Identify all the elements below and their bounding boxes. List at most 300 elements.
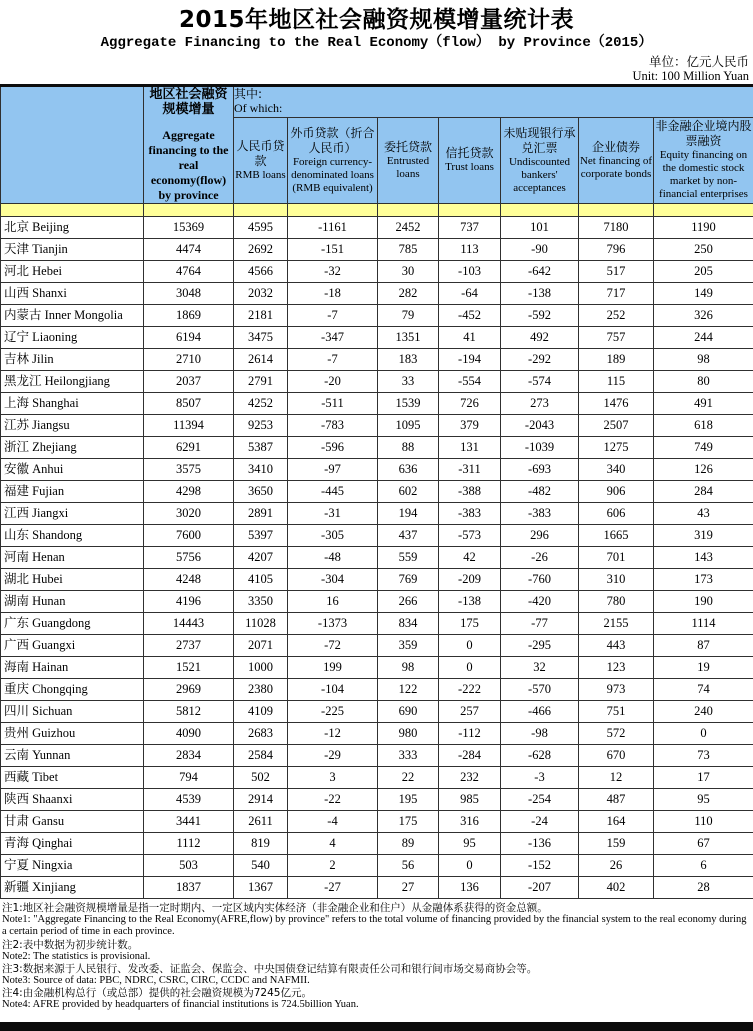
header-entrusted-loans	[378, 117, 439, 203]
value-cell: 16	[288, 591, 378, 613]
value-cell: 110	[654, 811, 753, 833]
footnote-line: Note1: "Aggregate Financing to the Real Economy(AFRE,flow) by province" refers to the total volume of financing provided by the financial system to the real economy during a certain period of time in each province.	[2, 914, 750, 938]
value-cell: 122	[378, 679, 439, 701]
value-cell: 0	[439, 855, 501, 877]
value-cell: 30	[378, 261, 439, 283]
value-cell: 257	[439, 701, 501, 723]
value-cell: 7180	[579, 217, 654, 239]
province-cell	[1, 239, 144, 261]
value-cell: 175	[378, 811, 439, 833]
province-name-en: Shanghai	[32, 396, 79, 410]
value-cell: -292	[501, 349, 579, 371]
stripe-cell	[579, 204, 654, 217]
value-cell: -347	[288, 327, 378, 349]
table-row	[1, 635, 753, 657]
province-cell	[1, 349, 144, 371]
province-name-zh: 湖北	[4, 571, 29, 586]
value-cell: 244	[654, 327, 753, 349]
stripe-cell	[654, 204, 753, 217]
value-cell: -103	[439, 261, 501, 283]
value-cell: -27	[288, 877, 378, 899]
value-cell: -305	[288, 525, 378, 547]
province-name-zh: 上海	[4, 395, 29, 410]
value-cell: 115	[579, 371, 654, 393]
value-cell: 6291	[144, 437, 234, 459]
separator-stripe	[1, 204, 753, 217]
value-cell: 88	[378, 437, 439, 459]
stripe-cell	[378, 204, 439, 217]
province-name-en: Hainan	[32, 660, 68, 674]
value-cell: 1521	[144, 657, 234, 679]
value-cell: 27	[378, 877, 439, 899]
province-name-en: Shandong	[32, 528, 82, 542]
value-cell: 5756	[144, 547, 234, 569]
value-cell: -31	[288, 503, 378, 525]
table-row	[1, 701, 753, 723]
province-name-en: Zhejiang	[32, 440, 76, 454]
province-name-en: Hebei	[32, 264, 62, 278]
value-cell: 3475	[234, 327, 288, 349]
province-name-zh: 河北	[4, 263, 29, 278]
province-name-en: Jiangsu	[32, 418, 70, 432]
header-trust-loans-en: Trust loans	[439, 161, 500, 174]
value-cell: -4	[288, 811, 378, 833]
table-row	[1, 459, 753, 481]
value-cell: 5397	[234, 525, 288, 547]
table-row	[1, 349, 753, 371]
value-cell: 9253	[234, 415, 288, 437]
province-cell	[1, 811, 144, 833]
value-cell: 173	[654, 569, 753, 591]
value-cell: -596	[288, 437, 378, 459]
unit-label-zh: 单位：亿元人民币	[0, 55, 749, 69]
stripe-cell	[144, 204, 234, 217]
value-cell: 3	[288, 767, 378, 789]
value-cell: 4566	[234, 261, 288, 283]
value-cell: -72	[288, 635, 378, 657]
province-name-en: Inner Mongolia	[45, 308, 123, 322]
province-name-en: Guizhou	[32, 726, 75, 740]
table-row	[1, 305, 753, 327]
value-cell: 2611	[234, 811, 288, 833]
value-cell: 1190	[654, 217, 753, 239]
province-name-en: Tianjin	[32, 242, 68, 256]
province-name-zh: 吉林	[4, 351, 29, 366]
value-cell: 43	[654, 503, 753, 525]
value-cell: 87	[654, 635, 753, 657]
value-cell: 492	[501, 327, 579, 349]
value-cell: 3020	[144, 503, 234, 525]
value-cell: -151	[288, 239, 378, 261]
value-cell: 333	[378, 745, 439, 767]
value-cell: 143	[654, 547, 753, 569]
province-name-zh: 新疆	[4, 879, 29, 894]
value-cell: 2737	[144, 635, 234, 657]
table-row	[1, 591, 753, 613]
value-cell: -642	[501, 261, 579, 283]
province-name-zh: 浙江	[4, 439, 29, 454]
value-cell: 2032	[234, 283, 288, 305]
unit-label	[0, 55, 753, 83]
value-cell: 1000	[234, 657, 288, 679]
province-name-zh: 贵州	[4, 725, 29, 740]
value-cell: 2507	[579, 415, 654, 437]
value-cell: -304	[288, 569, 378, 591]
value-cell: 240	[654, 701, 753, 723]
value-cell: 796	[579, 239, 654, 261]
province-cell	[1, 371, 144, 393]
header-trust-loans-zh: 信托贷款	[439, 146, 500, 161]
province-cell	[1, 305, 144, 327]
value-cell: 79	[378, 305, 439, 327]
value-cell: 1665	[579, 525, 654, 547]
value-cell: 1476	[579, 393, 654, 415]
value-cell: -18	[288, 283, 378, 305]
value-cell: 126	[654, 459, 753, 481]
province-name-zh: 江苏	[4, 417, 29, 432]
footnote-line: 注4:由金融机构总行（或总部）提供的社会融资规模为7245亿元。	[2, 987, 750, 999]
value-cell: 131	[439, 437, 501, 459]
value-cell: 2155	[579, 613, 654, 635]
value-cell: 98	[654, 349, 753, 371]
footnote-line: Note4: AFRE provided by headquarters of financial institutions is 724.5billion Yuan.	[2, 999, 750, 1011]
province-name-en: Chongqing	[32, 682, 88, 696]
value-cell: 2380	[234, 679, 288, 701]
page-title: 2015年地区社会融资规模增量统计表	[0, 7, 753, 33]
value-cell: 1275	[579, 437, 654, 459]
province-cell	[1, 679, 144, 701]
header-undiscounted-acceptances-en: Undiscounted bankers' acceptances	[501, 156, 578, 195]
value-cell: 266	[378, 591, 439, 613]
value-cell: 491	[654, 393, 753, 415]
value-cell: 4196	[144, 591, 234, 613]
value-cell: -77	[501, 613, 579, 635]
table-row	[1, 767, 753, 789]
value-cell: 296	[501, 525, 579, 547]
value-cell: 4090	[144, 723, 234, 745]
province-cell	[1, 833, 144, 855]
value-cell: -207	[501, 877, 579, 899]
value-cell: 1837	[144, 877, 234, 899]
value-cell: 4	[288, 833, 378, 855]
value-cell: 4207	[234, 547, 288, 569]
value-cell: 701	[579, 547, 654, 569]
province-cell	[1, 855, 144, 877]
province-name-en: Heilongjiang	[45, 374, 110, 388]
header-of-which-en: Of which:	[234, 101, 753, 115]
value-cell: -194	[439, 349, 501, 371]
province-name-en: Yunnan	[32, 748, 70, 762]
value-cell: 12	[579, 767, 654, 789]
value-cell: 437	[378, 525, 439, 547]
value-cell: 4764	[144, 261, 234, 283]
value-cell: 74	[654, 679, 753, 701]
value-cell: 0	[439, 635, 501, 657]
value-cell: -64	[439, 283, 501, 305]
province-name-zh: 海南	[4, 659, 29, 674]
table-row	[1, 217, 753, 239]
province-name-zh: 内蒙古	[4, 307, 42, 322]
value-cell: 749	[654, 437, 753, 459]
value-cell: 89	[378, 833, 439, 855]
value-cell: 33	[378, 371, 439, 393]
value-cell: 3441	[144, 811, 234, 833]
value-cell: 973	[579, 679, 654, 701]
province-cell	[1, 437, 144, 459]
value-cell: 159	[579, 833, 654, 855]
value-cell: 3575	[144, 459, 234, 481]
value-cell: 1367	[234, 877, 288, 899]
province-cell	[1, 789, 144, 811]
footnotes	[0, 899, 753, 1012]
province-cell	[1, 767, 144, 789]
value-cell: -482	[501, 481, 579, 503]
table-row	[1, 547, 753, 569]
value-cell: 232	[439, 767, 501, 789]
province-name-zh: 河南	[4, 549, 29, 564]
province-name-zh: 广西	[4, 637, 29, 652]
value-cell: 517	[579, 261, 654, 283]
table-row	[1, 723, 753, 745]
value-cell: 2181	[234, 305, 288, 327]
afre-table	[0, 84, 753, 899]
value-cell: 4595	[234, 217, 288, 239]
province-name-en: Hunan	[32, 594, 65, 608]
bottom-bar	[0, 1022, 753, 1031]
footnote-line: Note3: Source of data: PBC, NDRC, CSRC, CIRC, CCDC and NAFMII.	[2, 975, 750, 987]
value-cell: -98	[501, 723, 579, 745]
header-corporate-bonds	[579, 117, 654, 203]
value-cell: -1039	[501, 437, 579, 459]
province-name-zh: 青海	[4, 835, 29, 850]
value-cell: 4298	[144, 481, 234, 503]
province-name-en: Sichuan	[32, 704, 72, 718]
value-cell: 2683	[234, 723, 288, 745]
value-cell: 636	[378, 459, 439, 481]
value-cell: 73	[654, 745, 753, 767]
value-cell: 41	[439, 327, 501, 349]
value-cell: 1112	[144, 833, 234, 855]
value-cell: 4109	[234, 701, 288, 723]
value-cell: 326	[654, 305, 753, 327]
province-name-zh: 宁夏	[4, 857, 29, 872]
stripe-cell	[1, 204, 144, 217]
value-cell: -26	[501, 547, 579, 569]
province-cell	[1, 415, 144, 437]
header-undiscounted-acceptances	[501, 117, 579, 203]
value-cell: 794	[144, 767, 234, 789]
value-cell: 4248	[144, 569, 234, 591]
value-cell: 540	[234, 855, 288, 877]
value-cell: 572	[579, 723, 654, 745]
value-cell: 0	[654, 723, 753, 745]
value-cell: 618	[654, 415, 753, 437]
value-cell: -7	[288, 349, 378, 371]
table-row	[1, 833, 753, 855]
province-name-zh: 江西	[4, 505, 29, 520]
value-cell: 2710	[144, 349, 234, 371]
value-cell: 310	[579, 569, 654, 591]
value-cell: 487	[579, 789, 654, 811]
value-cell: -760	[501, 569, 579, 591]
value-cell: 726	[439, 393, 501, 415]
value-cell: 7600	[144, 525, 234, 547]
province-name-en: Xinjiang	[32, 880, 76, 894]
header-trust-loans	[439, 117, 501, 203]
value-cell: 189	[579, 349, 654, 371]
value-cell: -152	[501, 855, 579, 877]
province-name-zh: 北京	[4, 219, 29, 234]
value-cell: -574	[501, 371, 579, 393]
value-cell: 1114	[654, 613, 753, 635]
value-cell: 175	[439, 613, 501, 635]
province-name-zh: 湖南	[4, 593, 29, 608]
province-name-en: Gansu	[32, 814, 64, 828]
province-cell	[1, 613, 144, 635]
header-equity-financing-zh: 非金融企业境内股票融资	[654, 119, 753, 149]
header-of-which-zh: 其中:	[234, 87, 753, 101]
header-province-blank	[1, 85, 144, 203]
value-cell: 1539	[378, 393, 439, 415]
header-equity-financing-en: Equity financing on the domestic stock market by non-financial enterprises	[654, 149, 753, 201]
value-cell: -570	[501, 679, 579, 701]
value-cell: -22	[288, 789, 378, 811]
value-cell: 379	[439, 415, 501, 437]
province-name-en: Beijing	[32, 220, 69, 234]
province-cell	[1, 525, 144, 547]
province-cell	[1, 635, 144, 657]
table-row	[1, 569, 753, 591]
value-cell: 252	[579, 305, 654, 327]
value-cell: 3350	[234, 591, 288, 613]
province-cell	[1, 393, 144, 415]
value-cell: 502	[234, 767, 288, 789]
province-name-zh: 甘肃	[4, 813, 29, 828]
value-cell: -554	[439, 371, 501, 393]
value-cell: 316	[439, 811, 501, 833]
value-cell: -1373	[288, 613, 378, 635]
value-cell: 98	[378, 657, 439, 679]
value-cell: 980	[378, 723, 439, 745]
province-name-en: Fujian	[32, 484, 64, 498]
province-name-zh: 山东	[4, 527, 29, 542]
province-name-zh: 陕西	[4, 791, 29, 806]
value-cell: 95	[439, 833, 501, 855]
value-cell: 602	[378, 481, 439, 503]
province-name-zh: 天津	[4, 241, 29, 256]
value-cell: 14443	[144, 613, 234, 635]
value-cell: 359	[378, 635, 439, 657]
value-cell: 670	[579, 745, 654, 767]
value-cell: -32	[288, 261, 378, 283]
footnote-line: 注2:表中数据为初步统计数。	[2, 939, 750, 951]
value-cell: 284	[654, 481, 753, 503]
value-cell: 2891	[234, 503, 288, 525]
value-cell: -445	[288, 481, 378, 503]
value-cell: -222	[439, 679, 501, 701]
header-of-which	[234, 85, 753, 117]
value-cell: -112	[439, 723, 501, 745]
value-cell: 26	[579, 855, 654, 877]
province-name-zh: 四川	[4, 703, 29, 718]
value-cell: 4539	[144, 789, 234, 811]
value-cell: -388	[439, 481, 501, 503]
value-cell: 4474	[144, 239, 234, 261]
value-cell: 67	[654, 833, 753, 855]
header-aggregate-zh: 地区社会融资规模增量	[144, 87, 233, 118]
value-cell: -592	[501, 305, 579, 327]
value-cell: 2614	[234, 349, 288, 371]
value-cell: -136	[501, 833, 579, 855]
table-row	[1, 239, 753, 261]
value-cell: 3048	[144, 283, 234, 305]
value-cell: 28	[654, 877, 753, 899]
value-cell: 199	[288, 657, 378, 679]
province-name-zh: 重庆	[4, 681, 29, 696]
header-equity-financing	[654, 117, 753, 203]
province-cell	[1, 723, 144, 745]
value-cell: 757	[579, 327, 654, 349]
value-cell: 906	[579, 481, 654, 503]
province-name-en: Guangxi	[32, 638, 75, 652]
value-cell: 819	[234, 833, 288, 855]
province-name-zh: 云南	[4, 747, 29, 762]
table-row	[1, 283, 753, 305]
value-cell: 190	[654, 591, 753, 613]
value-cell: -209	[439, 569, 501, 591]
table-row	[1, 613, 753, 635]
value-cell: 503	[144, 855, 234, 877]
value-cell: -420	[501, 591, 579, 613]
value-cell: -24	[501, 811, 579, 833]
province-name-en: Liaoning	[32, 330, 77, 344]
stripe-cell	[288, 204, 378, 217]
value-cell: 5387	[234, 437, 288, 459]
value-cell: -254	[501, 789, 579, 811]
province-name-zh: 西藏	[4, 769, 29, 784]
header-foreign-currency-loans-zh: 外币贷款（折合人民币）	[288, 126, 377, 156]
value-cell: 2969	[144, 679, 234, 701]
province-cell	[1, 701, 144, 723]
value-cell: 42	[439, 547, 501, 569]
table-row	[1, 657, 753, 679]
province-cell	[1, 459, 144, 481]
value-cell: 11028	[234, 613, 288, 635]
value-cell: -284	[439, 745, 501, 767]
province-name-en: Tibet	[32, 770, 58, 784]
stripe-cell	[439, 204, 501, 217]
value-cell: -311	[439, 459, 501, 481]
table-row	[1, 877, 753, 899]
province-name-en: Anhui	[32, 462, 63, 476]
province-cell	[1, 547, 144, 569]
value-cell: -628	[501, 745, 579, 767]
value-cell: -295	[501, 635, 579, 657]
value-cell: -693	[501, 459, 579, 481]
header-rmb-loans-en: RMB loans	[234, 169, 287, 182]
value-cell: 834	[378, 613, 439, 635]
value-cell: 2584	[234, 745, 288, 767]
value-cell: 5812	[144, 701, 234, 723]
province-cell	[1, 217, 144, 239]
header-aggregate-en: Aggregate financing to the real economy(flow) by province	[144, 128, 233, 203]
value-cell: -3	[501, 767, 579, 789]
value-cell: 3410	[234, 459, 288, 481]
table-row	[1, 327, 753, 349]
stripe-cell	[234, 204, 288, 217]
value-cell: 1869	[144, 305, 234, 327]
value-cell: 56	[378, 855, 439, 877]
